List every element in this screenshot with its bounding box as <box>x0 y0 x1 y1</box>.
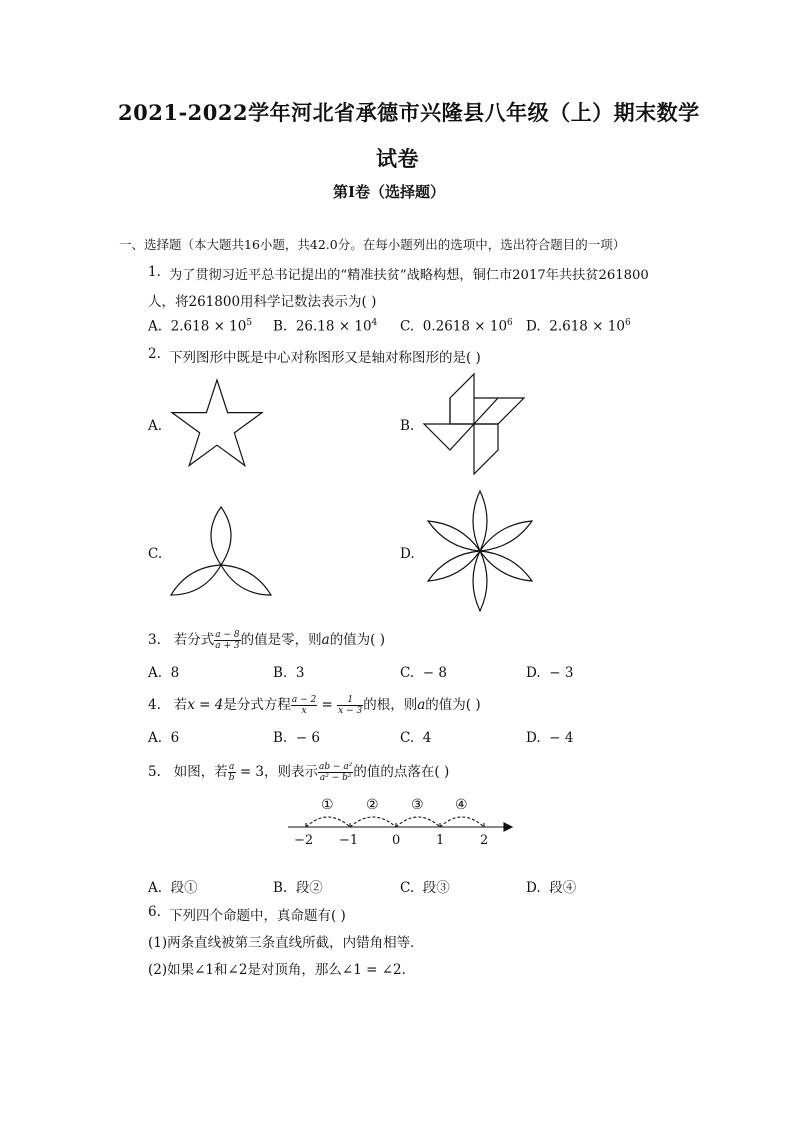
q2-figure-pinwheel <box>422 372 526 476</box>
segment-label-1: ① <box>321 797 334 813</box>
segment-label-4: ④ <box>455 797 468 813</box>
q4-option-d[interactable]: D. − 4 <box>526 730 574 746</box>
q5-fraction-expr: $\frac{\text{ab − a²}}{\text{a² − b²}}$ <box>319 762 353 783</box>
q2-option-d-label[interactable]: D. <box>400 546 415 562</box>
q5-option-d[interactable]: D. 段④ <box>526 880 577 896</box>
q2-figure-star <box>168 378 266 470</box>
q4-fraction-right: $\frac{1}{x - 3}$ <box>338 695 363 716</box>
q2-text: 下列图形中既是中心对称图形又是轴对称图形的是( ) <box>169 350 481 366</box>
q5-option-a[interactable]: A. 段① <box>148 880 198 896</box>
q3-option-d[interactable]: D. − 3 <box>526 665 574 681</box>
q1-option-c[interactable]: C. $0.2618 \times 10^6$ <box>400 318 513 335</box>
q1-option-b[interactable]: B. $26.18 \times 10^4$ <box>273 318 378 335</box>
q4-option-a[interactable]: A. 6 <box>148 730 180 746</box>
q2-option-a-label[interactable]: A. <box>148 418 163 434</box>
q4-text: 4. 若x = 4是分式方程 $\frac{a - 2}{x}$ = $\frac{1}{x - 3}$ 的根，则a的值为( ) <box>148 695 481 716</box>
q3-text: 3. 若分式 $\frac{a - 8}{a + 3}$ 的值是零，则a的值为( ) <box>148 630 386 651</box>
tick-label-1: 1 <box>436 833 445 848</box>
q4-fraction-left: $\frac{a - 2}{x}$ <box>291 695 317 716</box>
q6-statement-1: (1)两条直线被第三条直线所截，内错角相等． <box>148 935 424 951</box>
q5-fraction-ab: $\frac{a}{b}$ <box>228 762 235 783</box>
q4-option-c[interactable]: C. 4 <box>400 730 432 746</box>
q2-option-c-label[interactable]: C. <box>148 546 163 562</box>
q6-statement-2: (2)如果∠1和∠2是对顶角，那么∠1 = ∠2． <box>148 962 416 978</box>
q1-number: 1. <box>148 264 161 280</box>
tick-label-2: 2 <box>480 833 489 848</box>
q3-fraction: $\frac{a - 8}{a + 3}$ <box>215 630 240 651</box>
q2-option-b-label[interactable]: B. <box>400 418 415 434</box>
q3-option-c[interactable]: C. − 8 <box>400 665 447 681</box>
q2-figure-six-petals <box>420 490 540 612</box>
q1-option-a[interactable]: A. $2.618 \times 10^5$ <box>148 318 253 335</box>
q6-number: 6. <box>148 904 161 920</box>
q4-option-b[interactable]: B. − 6 <box>273 730 321 746</box>
exam-title-line1: 2021-2022学年河北省承德市兴隆县八年级（上）期末数学 <box>118 100 700 125</box>
q1-option-d[interactable]: D. $2.618 \times 10^6$ <box>526 318 631 335</box>
tick-label-neg2: −2 <box>294 833 314 848</box>
q2-figure-three-petals <box>166 505 276 600</box>
q1-text-line1: 为了贯彻习近平总书记提出的“精准扶贫”战略构想，铜仁市2017年共扶贫261800 <box>169 268 649 283</box>
q5-option-b[interactable]: B. 段② <box>273 880 323 896</box>
tick-label-0: 0 <box>392 833 401 848</box>
q3-option-b[interactable]: B. 3 <box>273 665 305 681</box>
q3-option-a[interactable]: A. 8 <box>148 665 180 681</box>
exam-title-line2: 试卷 <box>376 146 419 171</box>
segment-label-3: ③ <box>411 797 424 813</box>
tick-label-neg1: −1 <box>339 833 359 848</box>
q1-text-line2: 人，将261800用科学记数法表示为( ) <box>148 294 377 310</box>
section-header: 一、选择题（本大题共16小题，共42.0分。在每小题列出的选项中，选出符合题目的一项） <box>119 237 626 252</box>
q6-text: 下列四个命题中，真命题有( ) <box>169 908 346 924</box>
volume-heading: 第I卷（选择题） <box>333 183 446 201</box>
q5-text: 5. 如图，若 $\frac{a}{b}$ = 3，则表示 $\frac{\text{ab − a²}}{\text{a² − b²}}$ 的值的点落在( ) <box>148 762 450 783</box>
q2-number: 2. <box>148 346 161 362</box>
q5-option-c[interactable]: C. 段③ <box>400 880 450 896</box>
segment-label-2: ② <box>366 797 379 813</box>
